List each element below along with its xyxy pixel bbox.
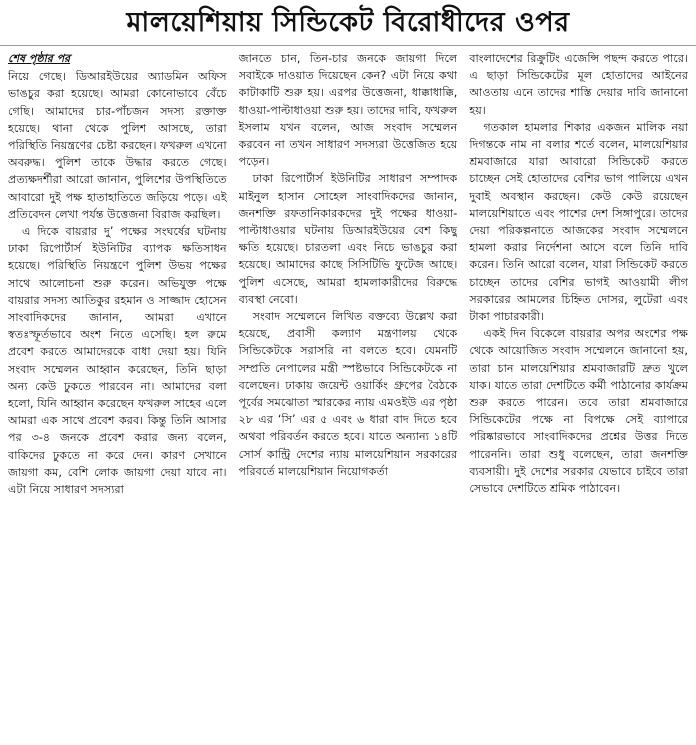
column-1 xyxy=(8,50,227,740)
paragraph: বাংলাদেশের রিক্রুটিং এজেন্সি পছন্দ করতে পারে। এ ছাড়া সিন্ডিকেটের মূল হোতাদের আইনের আওতায় এনে তাদের শাস্তি দেয়ার দাবি জানানো হয়। xyxy=(469,52,688,117)
continuation-kicker: শেষ পৃষ্ঠার পর xyxy=(8,52,71,65)
paragraph: একই দিন বিকেলে বায়রার অপর অংশের পক্ষ থেকে আয়োজিত সংবাদ সম্মেলনে জানানো হয়, তারা চান মালয়েশিয়ার শ্রমবাজারটি দ্রুত খুলে যাক। যাতে তারা দেশটিতে কর্মী পাঠানোর কার্যক্রম শুরু করতে পারেন। তবে তারা শ্রমবাজারে সিন্ডিকেটের পক্ষে না বিপক্ষে সেই ব্যাপারে পরিষ্কারভাবে সাংবাদিকদের প্রশ্নের উত্তর দিতে পারেননি। তারা শুধু বলেছেন, তারা জনশক্তি ব্যবসায়ী। দুই দেশের সরকার যেভাবে চাইবে তারা সেভাবে দেশটিতে শ্রমিক পাঠাবেন। xyxy=(469,327,688,496)
paragraph: গতকাল হামলার শিকার একজন মালিক নয়া দিগন্তকে নাম না বলার শর্তে বলেন, মালয়েশিয়ার শ্রমবাজারে যারা আবারো সিন্ডিকেট করতে চাচ্ছেন সেই হোতাদের বেশির ভাগ পালিয়ে এখন দুবাই অবস্থান করছেন। কেউ কেউ রয়েছেন মালয়েশিয়াতে এবং পাশের দেশ সিঙ্গাপুরে। তাদের দেয়া পরিকল্পনাতে আজকের সংবাদ সম্মেলনে হামলা করার নির্দেশনা আসে বলে তিনি দাবি করেন। তিনি আরো বলেন, যারা সিন্ডিকেট করতে চাচ্ছেন তাদের বেশির ভাগই আওয়ামী লীগ সরকারের আমলের চিহ্নিত দোসর, লুটেরা এবং টাকা পাচারকারী। xyxy=(469,120,688,324)
column-2 xyxy=(239,50,458,740)
paragraph: ঢাকা রিপোর্টার্স ইউনিটির সাধারণ সম্পাদক মাইনুল হাসান সোহেল সাংবাদিকদের জানান, জনশক্তি রফতানিকারকদের দুই পক্ষের ধাওয়া-পাল্টাধাওয়ার ঘটনায় ডিআরইউয়ের বেশ কিছু ক্ষতি হয়েছে। চারতলা এবং নিচে ভাঙচুর করা হয়েছে। আমাদের কাছে সিসিটিভি ফুটেজ আছে। পুলিশ এসেছে, আমরা হামলাকারীদের বিরুদ্ধে ব্যবস্থা নেবো। xyxy=(238,172,458,306)
paragraph: জানতে চান, তিন-চার জনকে জায়গা দিলে সবাইকে দাওয়াত দিয়েছেন কেন? এটা নিয়ে কথা কাটাকাটি শুরু হয়। এরপর উত্তেজনা, ধাক্কাধাক্কি, ধাওয়া-পাল্টাধাওয়া শুরু হয়। তাদের দাবি, ফখরুল ইসলাম যখন বলেন, আজ সংবাদ সম্মেলন করবেন না তখন সাধারণ সদস্যরা উত্তেজিত হয়ে পড়েন। xyxy=(238,52,458,169)
paragraph: নিয়ে গেছে। ডিআরইউয়ের অ্যাডমিন অফিস ভাঙচুর করা হয়েছে। আমরা কোনোভাবে বেঁচে গেছি। আমাদের চার-পাঁচজন সদস্য রক্তাক্ত হয়েছে। থানা থেকে পুলিশ আসছে, তারা পরিস্থিতি নিয়ন্ত্রণের চেষ্টা করছেন। ফখরুল এখনো অবরুদ্ধ। পুলিশ তাকে উদ্ধার করতে গেছে। প্রত্যক্ষদর্শীরা আরো জানান, পুলিশের উপস্থিতিতে আবারো দুই পক্ষ হাতাহাতিতে জড়িয়ে পড়ে। এই প্রতিবেদন লেখা পর্যন্ত উত্তেজনা বিরাজ করছিল। xyxy=(8,70,227,221)
paragraph: এ দিকে বায়রার দু’ পক্ষের সংঘর্ষের ঘটনায় ঢাকা রিপোর্টার্স ইউনিটির ব্যাপক ক্ষতিসাধন হয়েছে। পরিস্থিতি নিয়ন্ত্রণে পুলিশ উভয় পক্ষের সাথে আলোচনা শুরু করেন। অভিযুক্ত পক্ষে বায়রার সদস্য আতিকুর রহমান ও সাজ্জাদ হোসেন সাংবাদিকদের জানান, আমরা এখানে স্বতঃস্ফূর্তভাবে অংশ নিতে এসেছি। হল রুমে প্রবেশ করতে আমাদেরকে বাধা দেয়া হয়। যিনি সংবাদ সম্মেলন আহ্বান করেছেন, তিনি ছাড়া অন্য কেউ ঢুকতে পারবেন না। আমাদের বলা হলো, যিনি আহ্বান করেছেন ফখরুল সাহেব এলে আমরা এক সাথে প্রবেশ করব। কিন্তু তিনি আসার পর ৩-৪ জনকে প্রবেশ করার জন্য বলেন, বাকিদের ঢুকতে না করে দেন। কারণ সেখানে জায়গা কম, বেশি লোক জায়গা দেয়া যাবে না। এটা নিয়ে সাধারণ সদস্যরা xyxy=(8,225,227,497)
paragraph: সংবাদ সম্মেলনে লিখিত বক্তব্যে উল্লেখ করা হয়েছে, প্রবাসী কল্যাণ মন্ত্রণালয় থেকে সিন্ডিকেটকে সরাসরি না বলতে হবে। যেমনটি সম্প্রতি নেপালের মন্ত্রী স্পষ্টভাবে সিন্ডিকেটকে না বলেছেন। ঢাকায় জয়েন্ট ওয়ার্কিং গ্রুপের বৈঠকে পূর্বের সমঝোতা স্মারকের ন্যায় এমওইউ এর পৃষ্ঠা ২৮ এর ‘সি’ এর ৫ এবং ৬ ধারা বাদ দিতে হবে অথবা পরিবর্তন করতে হবে। যাতে অন্যান্য ১৪টি সোর্স কান্ট্রি দেশের ন্যায় মালয়েশিয়ান সরকারের পরিবর্তে মালয়েশিয়ান নিয়োগকর্তা xyxy=(238,310,458,478)
article-body xyxy=(8,50,688,740)
headline-divider xyxy=(0,45,696,46)
column-3 xyxy=(469,50,688,740)
article-headline: মালয়েশিয়ায় সিন্ডিকেট বিরোধীদের ওপর xyxy=(126,7,570,38)
